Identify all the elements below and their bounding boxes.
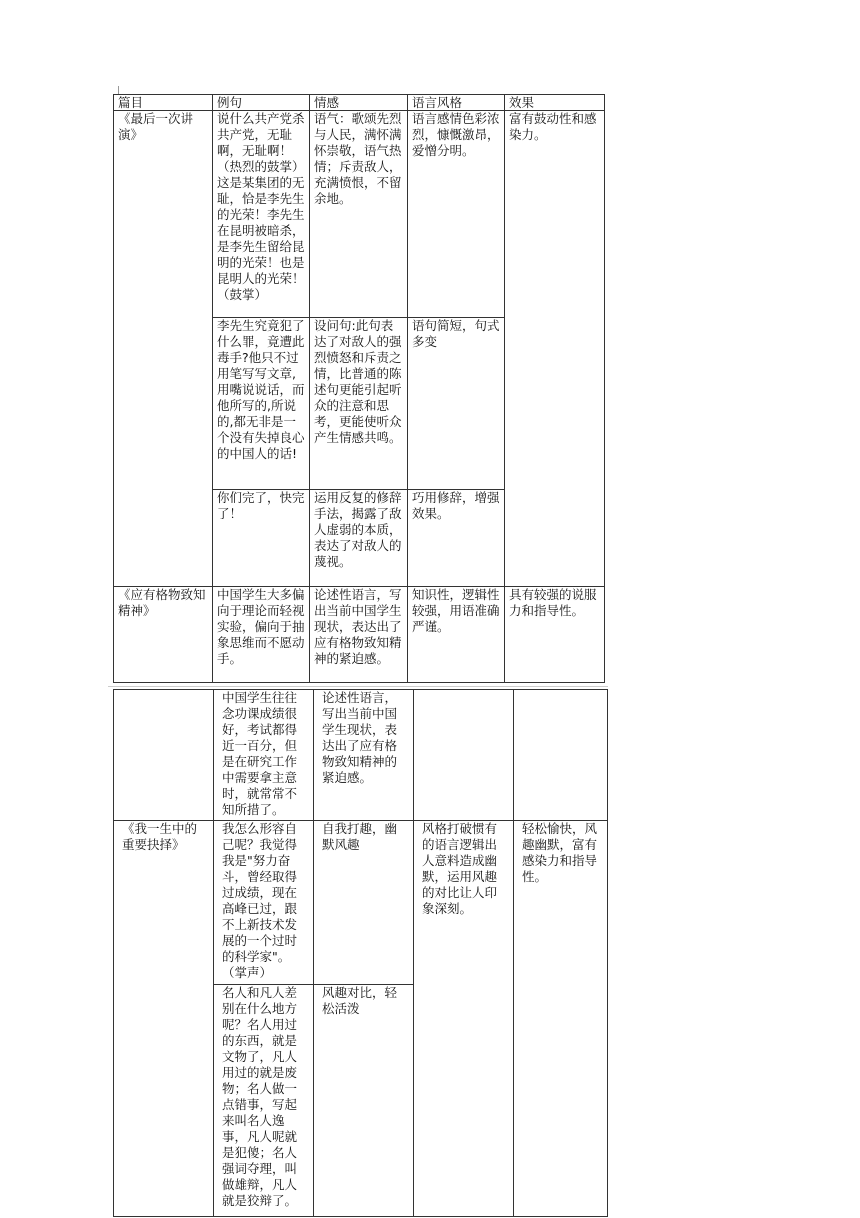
- header-effect: 效果: [505, 95, 605, 111]
- header-example: 例句: [213, 95, 310, 111]
- style-cell: 知识性，逻辑性较强，用语准确严谨。: [408, 587, 505, 683]
- table-row: [114, 587, 605, 683]
- example-cell: 名人和凡人差别在什么地方呢？名人用过的东西，就是文物了，凡人用过的就是废物；名人做一点错事，写起来叫名人逸事，凡人呢就是犯傻；名人强词夺理，叫做雄辩，凡人就是狡辩了。: [214, 985, 314, 1217]
- emotion-cell: 设问句:此句表达了对敌人的强烈愤怒和斥责之情，比普通的陈述句更能引起听众的注意和思考，更能使听众产生情感共鸣。: [310, 318, 408, 490]
- example-cell: 你们完了，快完了！: [213, 490, 310, 587]
- header-title: 篇目: [114, 95, 213, 111]
- emotion-cell: 论述性语言，写出当前中国学生现状，表达出了应有格物致知精神的紧迫感。: [310, 587, 408, 683]
- example-cell: 中国学生大多偏向于理论而轻视实验，偏向于抽象思维而不愿动手。: [213, 587, 310, 683]
- style-cell: 风格打破惯有的语言逻辑出人意料造成幽默，运用风趣的对比让人印象深刻。: [414, 821, 514, 1217]
- effect-cell: 具有较强的说服力和指导性。: [505, 587, 605, 683]
- style-cell: 语句简短，句式多变: [408, 318, 505, 490]
- example-cell: 李先生究竟犯了什么罪，竟遭此毒手?他只不过用笔写写文章,用嘴说说话，而他所写的,所说的,都无非是一个没有失掉良心的中国人的话!: [213, 318, 310, 490]
- title-cell: 《应有格物致知精神》: [114, 587, 213, 683]
- page-break-divider: [108, 686, 608, 687]
- header-emotion: 情感: [310, 95, 408, 111]
- title-cell: 《我一生中的重要抉择》: [114, 821, 214, 1217]
- table-row: [114, 821, 608, 985]
- emotion-cell: 论述性语言，写出当前中国学生现状，表达出了应有格物致知精神的紧迫感。: [314, 690, 414, 821]
- effect-cell: 轻松愉快，风趣幽默，富有感染力和指导性。: [514, 821, 608, 1217]
- header-style: 语言风格: [408, 95, 505, 111]
- title-cell: [114, 690, 214, 821]
- effect-cell: [514, 690, 608, 821]
- emotion-cell: 自我打趣，幽默风趣: [314, 821, 414, 985]
- effect-cell: 富有鼓动性和感染力。: [505, 111, 605, 587]
- emotion-cell: 语气：歌颂先烈与人民，满怀满怀崇敬，语气热情；斥责敌人，充满愤恨，不留余地。: [310, 111, 408, 318]
- header-row: [114, 95, 605, 111]
- example-cell: 中国学生往往念功课成绩很好，考试都得近一百分，但是在研究工作中需要拿主意时，就常常不知所措了。: [214, 690, 314, 821]
- table-row: [114, 690, 608, 821]
- example-cell: 我怎么形容自己呢？我觉得我是"努力奋斗，曾经取得过成绩，现在高峰已过，跟不上新技术发展的一个过时的科学家"。（掌声）: [214, 821, 314, 985]
- comparison-table-part-2: [113, 689, 608, 1217]
- style-cell: 语言感情色彩浓烈，慷慨激昂，爱憎分明。: [408, 111, 505, 318]
- table-row: [114, 111, 605, 318]
- comparison-table-part-1: [113, 94, 605, 683]
- title-cell: 《最后一次讲演》: [114, 111, 213, 587]
- style-cell: 巧用修辞，增强效果。: [408, 490, 505, 587]
- ruler-tick: [118, 86, 119, 94]
- example-cell: 说什么共产党杀共产党，无耻啊，无耻啊！（热烈的鼓掌）这是某集团的无耻，恰是李先生的光荣！李先生在昆明被暗杀，是李先生留给昆明的光荣！也是昆明人的光荣！（鼓掌）: [213, 111, 310, 318]
- style-cell: [414, 690, 514, 821]
- emotion-cell: 风趣对比，轻松活泼: [314, 985, 414, 1217]
- emotion-cell: 运用反复的修辞手法，揭露了敌人虚弱的本质，表达了对敌人的蔑视。: [310, 490, 408, 587]
